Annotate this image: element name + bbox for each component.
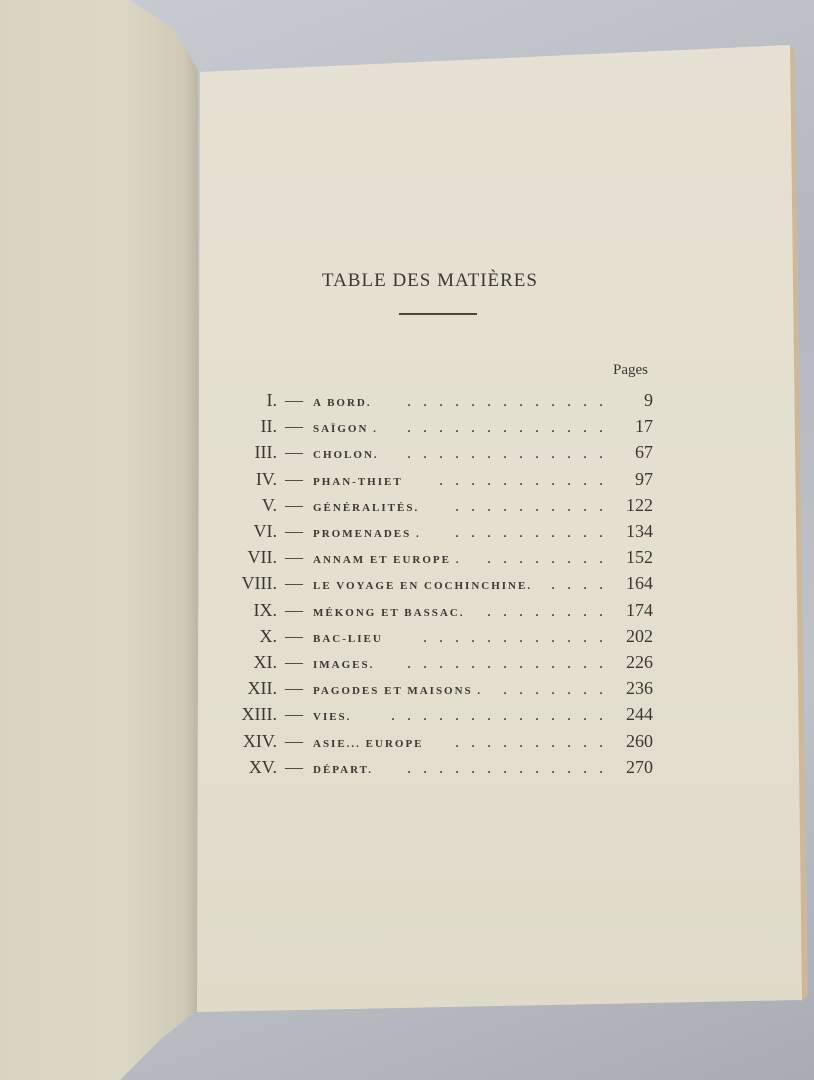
leader-dots: ............. (407, 393, 615, 410)
toc-entry (215, 626, 653, 650)
page-number: 202 (626, 625, 653, 646)
leader-dots: .............. (391, 707, 615, 725)
dash: — (285, 599, 303, 620)
page-number: 236 (626, 678, 653, 699)
chapter-title: MÉKONG ET BASSAC. (313, 606, 465, 619)
dash: — (285, 521, 303, 541)
page-title: TABLE DES MATIÈRES (322, 270, 538, 291)
page-number: 260 (626, 730, 653, 751)
dash: — (285, 494, 303, 515)
page-number: 67 (635, 442, 653, 463)
chapter-title: DÉPART. (313, 763, 373, 776)
chapter-numeral: II. (260, 416, 277, 437)
pages-column-label: Pages (613, 362, 648, 378)
chapter-title: IMAGES. (313, 659, 375, 671)
chapter-numeral: VII. (247, 547, 277, 568)
toc-entry (215, 573, 653, 597)
chapter-numeral: I. (266, 390, 277, 410)
chapter-title: LE VOYAGE EN COCHINCHINE. (313, 580, 533, 593)
leader-dots: ............. (407, 419, 615, 437)
chapter-numeral: V. (261, 494, 277, 515)
chapter-numeral: X. (259, 625, 277, 646)
page-number: 97 (635, 468, 653, 489)
chapter-title: SAÏGON . (313, 423, 378, 436)
dash: — (285, 573, 303, 594)
chapter-numeral: XIII. (241, 704, 277, 725)
toc-entry (215, 652, 653, 676)
leader-dots: ............. (407, 445, 615, 463)
page-number: 244 (626, 704, 653, 725)
chapter-title: PROMENADES . (313, 528, 421, 540)
leader-dots: .......... (455, 524, 615, 541)
toc-entry (215, 731, 653, 755)
toc-entry (215, 442, 653, 466)
chapter-title: ANNAM ET EUROPE . (313, 554, 461, 567)
chapter-numeral: XII. (247, 678, 277, 699)
leader-dots: .... (551, 576, 615, 594)
dash: — (285, 678, 303, 699)
title-rule (399, 313, 477, 315)
chapter-numeral: IX. (253, 599, 277, 620)
leader-dots: .......... (455, 733, 615, 751)
dash: — (285, 547, 303, 568)
dash: — (285, 390, 303, 410)
dash: — (285, 756, 303, 777)
chapter-title: A BORD. (313, 397, 372, 409)
leader-dots: ....... (503, 681, 615, 699)
chapter-numeral: VIII. (241, 573, 277, 594)
chapter-numeral: VI. (253, 521, 277, 541)
dash: — (285, 730, 303, 751)
chapter-numeral: IV. (255, 468, 277, 489)
chapter-title: VIES. (313, 711, 352, 724)
page-number: 164 (626, 573, 653, 594)
leader-dots: ........... (439, 471, 615, 489)
leader-dots: ........ (487, 602, 615, 620)
toc-entry (215, 469, 653, 493)
toc-entry (215, 678, 653, 702)
chapter-title: CHOLON. (313, 449, 379, 462)
toc-entry (215, 521, 653, 545)
toc-entry (215, 547, 653, 571)
toc-entry (215, 495, 653, 519)
toc-entry (215, 600, 653, 624)
toc-entry (215, 757, 653, 781)
page-number: 226 (626, 652, 653, 672)
page-number: 270 (626, 756, 653, 777)
leader-dots: .......... (455, 497, 615, 515)
toc-entry (215, 390, 653, 414)
chapter-title: ASIE... EUROPE (313, 737, 424, 750)
chapter-title: BAC-LIEU (313, 632, 383, 645)
page-number: 134 (626, 521, 653, 541)
toc-entry (215, 704, 653, 728)
dash: — (285, 442, 303, 463)
left-page (0, 0, 200, 1080)
page-number: 17 (635, 416, 653, 437)
leader-dots: ........ (487, 550, 615, 568)
leader-dots: ............. (407, 759, 615, 777)
chapter-title: PHAN-THIET (313, 475, 403, 488)
page-number: 152 (626, 547, 653, 568)
leader-dots: ............ (423, 628, 615, 646)
dash: — (285, 625, 303, 646)
chapter-numeral: XIV. (242, 730, 277, 751)
toc-entry (215, 416, 653, 440)
chapter-title: GÉNÉRALITÉS. (313, 501, 420, 514)
chapter-title: PAGODES ET MAISONS . (313, 685, 483, 698)
leader-dots: ............. (407, 655, 615, 672)
chapter-numeral: XV. (248, 756, 277, 777)
dash: — (285, 416, 303, 437)
page-number: 122 (626, 494, 653, 515)
dash: — (285, 652, 303, 672)
chapter-numeral: III. (254, 442, 277, 463)
chapter-numeral: XI. (253, 652, 277, 672)
page-number: 9 (644, 390, 653, 410)
dash: — (285, 704, 303, 725)
dash: — (285, 468, 303, 489)
page-number: 174 (626, 599, 653, 620)
